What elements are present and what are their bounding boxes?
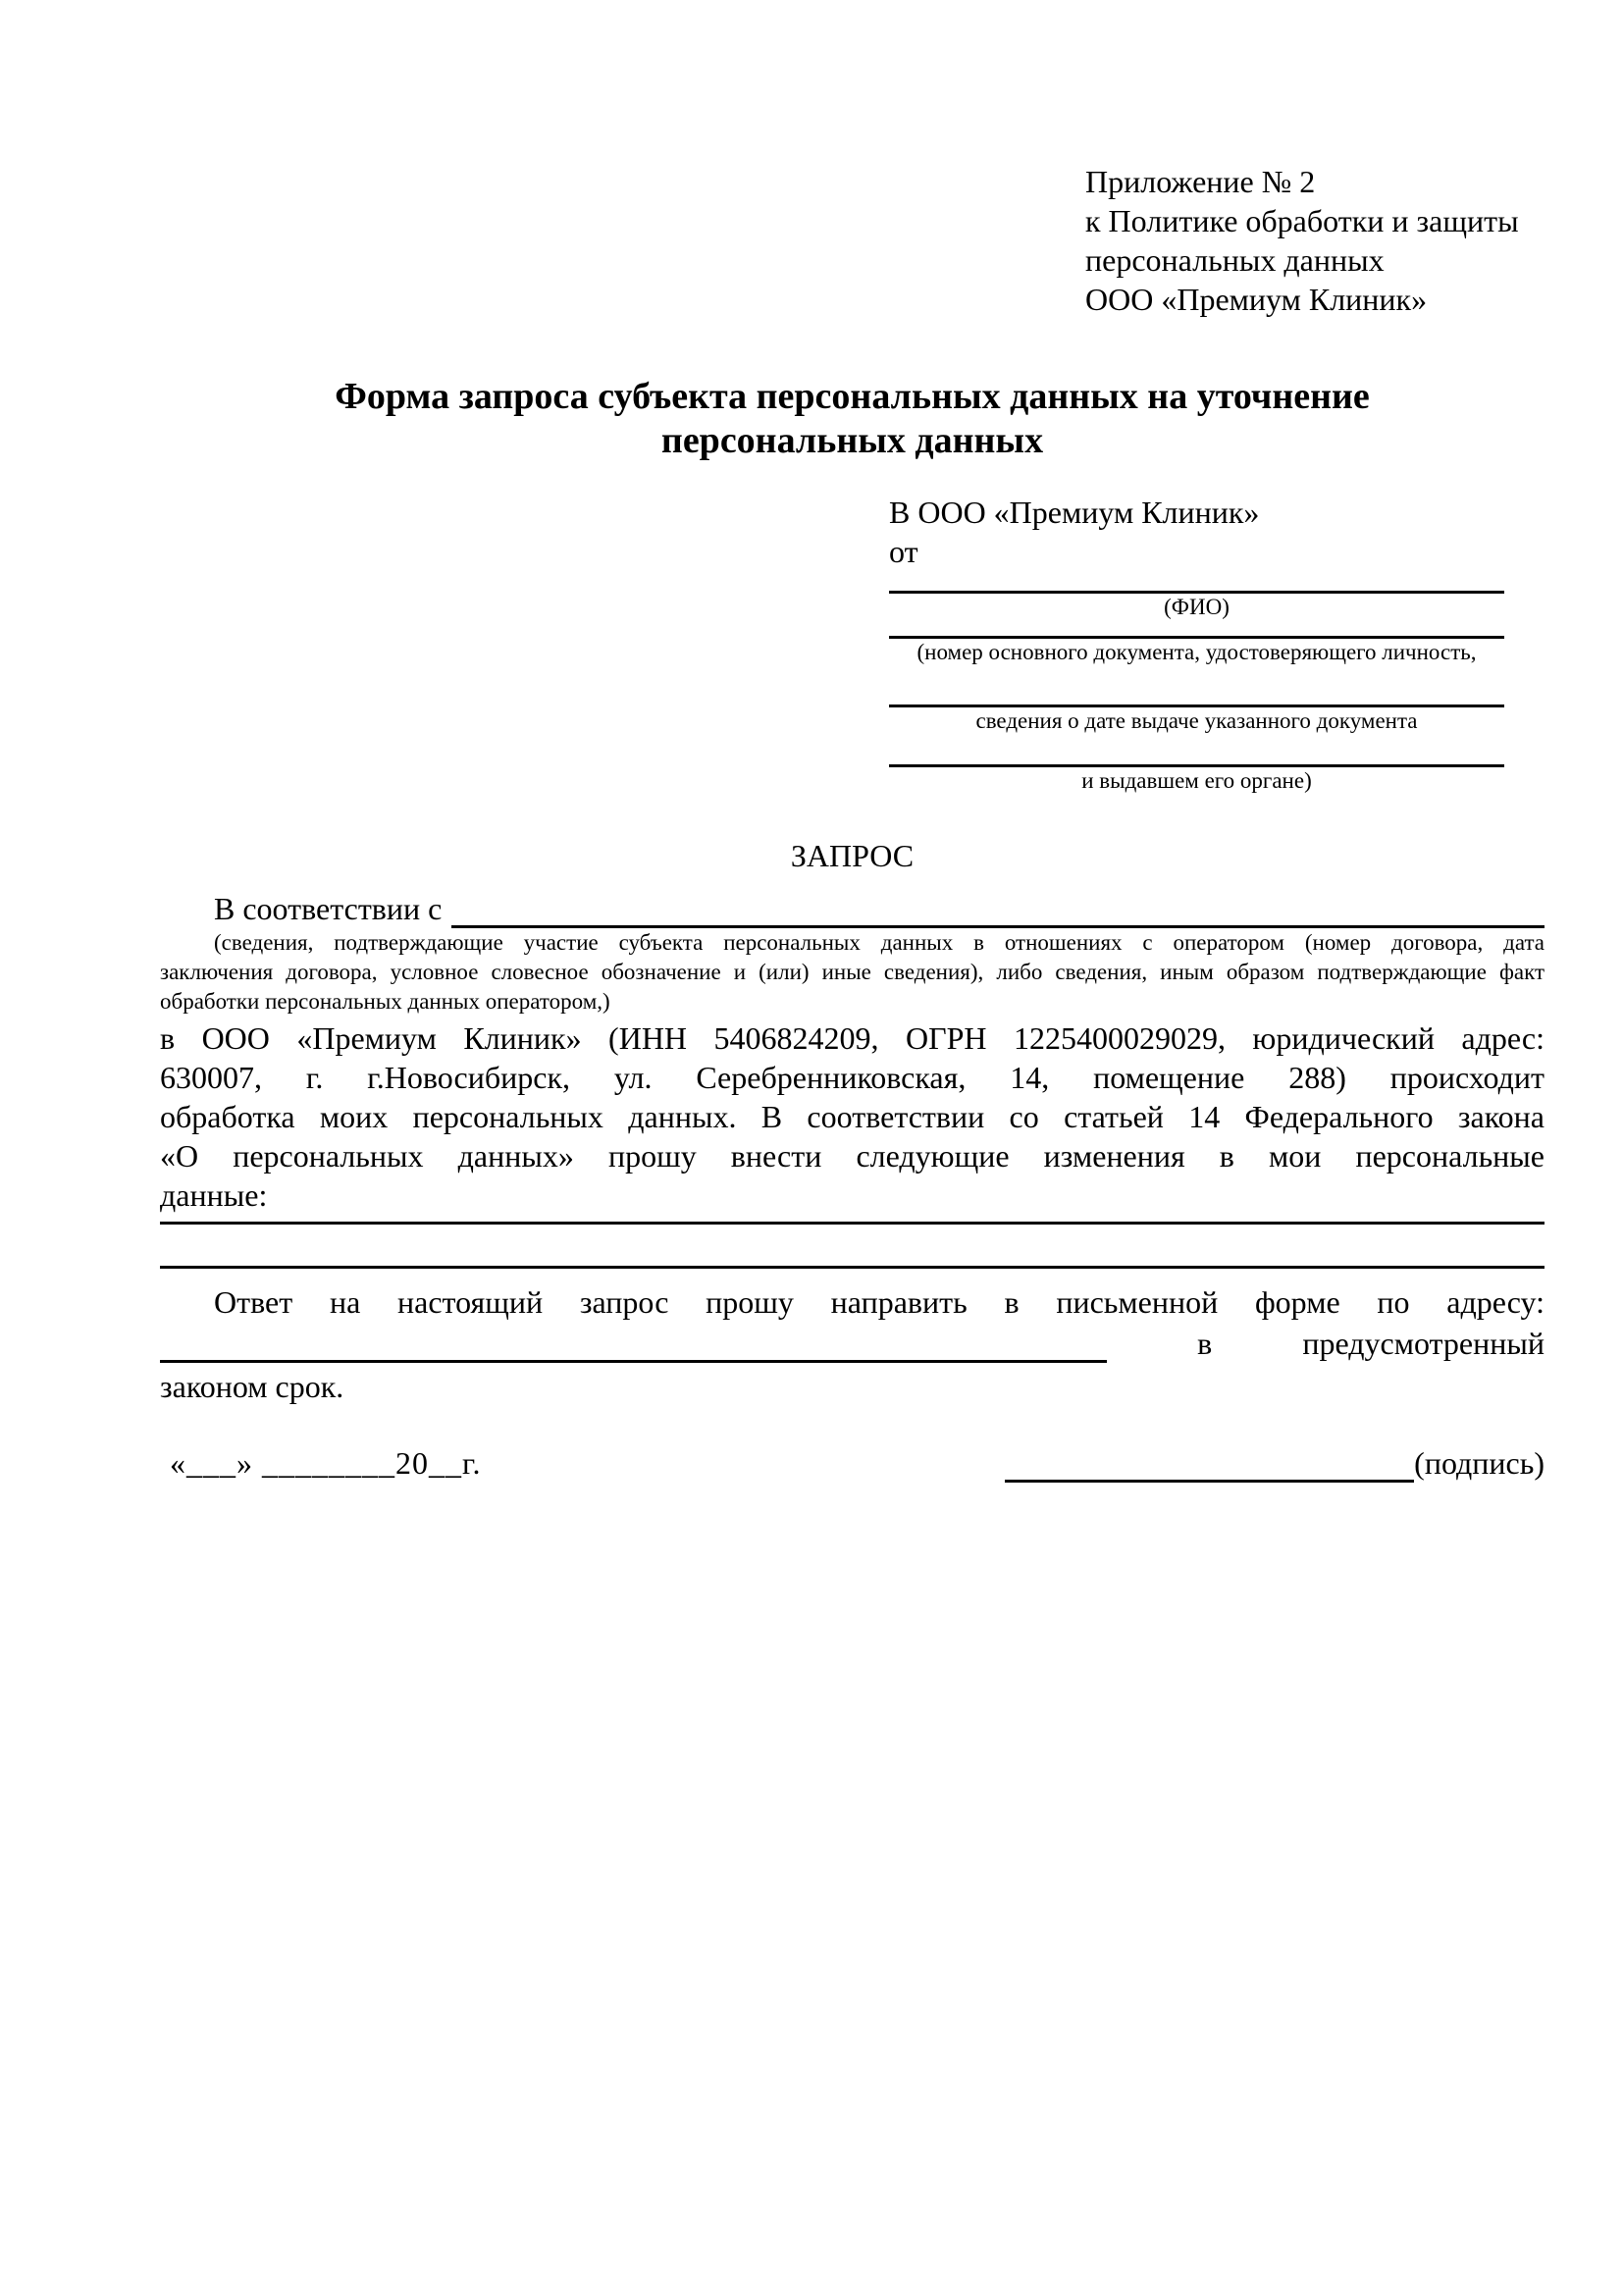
accordance-row	[160, 889, 1544, 928]
date-blank: «___» ________20__г.	[170, 1445, 482, 1481]
doc-issuer-caption: и выдавшем его органе)	[1081, 768, 1312, 793]
addressee-block	[889, 493, 1504, 795]
appendix-line: ООО «Премиум Клиник»	[1085, 282, 1428, 317]
footer-row	[160, 1443, 1544, 1483]
appendix-block	[1085, 162, 1546, 319]
request-body-line: в ООО «Премиум Клиник» (ИНН 5406824209, ОГРН 1225400029029, юридический адрес:	[160, 1020, 1544, 1056]
doc-number-blank-line	[889, 621, 1504, 639]
answer-blank-line-2	[160, 1225, 1544, 1269]
footnote-line: обработки персональных данных оператором,)	[160, 989, 610, 1014]
doc-issuer-blank-line	[889, 735, 1504, 767]
reply-sentence: Ответ на настоящий запрос прошу направить в письменной форме по адресу:	[214, 1284, 1544, 1320]
request-body-line: обработка моих персональных данных. В соответствии со статьей 14 Федерального закона	[160, 1099, 1544, 1134]
reply-right-word: предусмотренный	[1302, 1326, 1544, 1361]
appendix-line: персональных данных	[1085, 242, 1385, 278]
addressee-to: В ООО «Премиум Клиник»	[889, 495, 1260, 530]
reply-middle-word: в	[1197, 1326, 1213, 1361]
signature-group	[1005, 1443, 1544, 1483]
request-body-line: данные:	[160, 1177, 268, 1213]
request-body	[160, 1018, 1544, 1215]
footnote-line: (сведения, подтверждающие участие субъекта персональных данных в отношениях с оператором (номер договора, дата	[214, 930, 1544, 955]
appendix-line: Приложение № 2	[1085, 164, 1316, 199]
signature-caption: (подпись)	[1414, 1445, 1544, 1481]
accordance-blank-line	[451, 895, 1544, 928]
doc-number-caption: (номер основного документа, удостоверяющего личность,	[916, 640, 1477, 664]
fio-blank-line	[889, 571, 1504, 594]
appendix-line: к Политике обработки и защиты	[1085, 203, 1519, 238]
doc-date-caption: сведения о дате выдаче указанного документа	[975, 708, 1418, 733]
footnote-block	[160, 928, 1544, 1017]
fio-caption: (ФИО)	[1164, 595, 1230, 619]
document-title: Форма запроса субъекта персональных данных на уточнение персональных данных	[335, 376, 1370, 461]
doc-date-blank-line	[889, 666, 1504, 707]
address-row	[160, 1322, 1544, 1363]
reply-tail: законом срок.	[160, 1369, 344, 1404]
request-heading: ЗАПРОС	[790, 838, 915, 873]
footnote-line: заключения договора, условное словесное обозначение и (или) иные сведения), либо сведения, иным образом подтверждающие факт	[160, 960, 1544, 984]
address-blank-line	[160, 1330, 1107, 1363]
addressee-from: от	[889, 534, 918, 569]
answer-blank-line-1	[160, 1215, 1544, 1225]
request-body-line: «О персональных данных» прошу внести следующие изменения в мои персональные	[160, 1138, 1544, 1174]
accordance-prefix: В соответствии с	[214, 891, 443, 926]
signature-blank-line	[1005, 1449, 1414, 1483]
request-body-line: 630007, г. г.Новосибирск, ул. Серебренниковская, 14, помещение 288) происходит	[160, 1060, 1544, 1095]
